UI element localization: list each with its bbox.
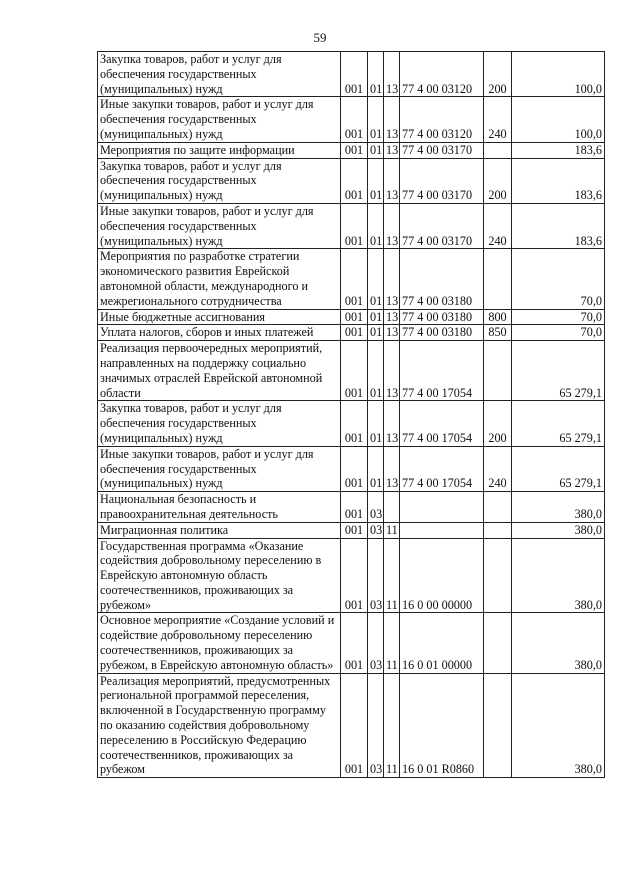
amount-value: 380,0 <box>512 613 605 673</box>
target-article-code: 77 4 00 03170 <box>400 158 484 203</box>
admin-code: 001 <box>341 309 368 325</box>
amount-value: 65 279,1 <box>512 341 605 401</box>
table-row <box>98 203 605 248</box>
amount-value: 100,0 <box>512 52 605 97</box>
admin-code: 001 <box>341 613 368 673</box>
row-name: Мероприятия по разработке стратегии экономического развития Еврейской автономной области, международного и межрегионального сотрудничества <box>98 249 341 309</box>
row-name: Уплата налогов, сборов и иных платежей <box>98 325 341 341</box>
admin-code: 001 <box>341 203 368 248</box>
table-row <box>98 401 605 446</box>
section-code: 01 <box>368 249 384 309</box>
target-article-code: 77 4 00 17054 <box>400 401 484 446</box>
table-row <box>98 538 605 613</box>
subsection-code: 11 <box>384 673 400 778</box>
subsection-code: 13 <box>384 203 400 248</box>
amount-value: 70,0 <box>512 325 605 341</box>
expense-type-code: 200 <box>484 158 512 203</box>
subsection-code: 13 <box>384 97 400 142</box>
section-code: 03 <box>368 492 384 523</box>
subsection-code: 13 <box>384 249 400 309</box>
section-code: 01 <box>368 325 384 341</box>
table-row <box>98 158 605 203</box>
expense-type-code <box>484 492 512 523</box>
section-code: 03 <box>368 538 384 613</box>
target-article-code: 77 4 00 03180 <box>400 309 484 325</box>
amount-value: 183,6 <box>512 142 605 158</box>
table-row <box>98 341 605 401</box>
table-row <box>98 97 605 142</box>
expense-type-code: 240 <box>484 203 512 248</box>
amount-value: 380,0 <box>512 538 605 613</box>
admin-code: 001 <box>341 97 368 142</box>
subsection-code: 13 <box>384 142 400 158</box>
amount-value: 65 279,1 <box>512 446 605 491</box>
admin-code: 001 <box>341 673 368 778</box>
row-name: Миграционная политика <box>98 522 341 538</box>
amount-value: 183,6 <box>512 158 605 203</box>
subsection-code: 13 <box>384 446 400 491</box>
row-name: Иные закупки товаров, работ и услуг для обеспечения государственных (муниципальных) нужд <box>98 446 341 491</box>
subsection-code: 11 <box>384 538 400 613</box>
target-article-code: 77 4 00 03120 <box>400 52 484 97</box>
row-name: Иные закупки товаров, работ и услуг для обеспечения государственных (муниципальных) нужд <box>98 97 341 142</box>
expense-type-code <box>484 341 512 401</box>
amount-value: 380,0 <box>512 673 605 778</box>
admin-code: 001 <box>341 492 368 523</box>
admin-code: 001 <box>341 401 368 446</box>
admin-code: 001 <box>341 446 368 491</box>
subsection-code: 13 <box>384 158 400 203</box>
expense-type-code <box>484 142 512 158</box>
section-code: 01 <box>368 97 384 142</box>
expense-type-code: 240 <box>484 97 512 142</box>
target-article-code: 16 0 00 00000 <box>400 538 484 613</box>
target-article-code: 16 0 01 R0860 <box>400 673 484 778</box>
section-code: 01 <box>368 203 384 248</box>
table-row <box>98 325 605 341</box>
subsection-code: 11 <box>384 522 400 538</box>
admin-code: 001 <box>341 158 368 203</box>
table-row <box>98 309 605 325</box>
table-row <box>98 446 605 491</box>
subsection-code: 13 <box>384 401 400 446</box>
row-name: Реализация мероприятий, предусмотренных региональной программой переселения, включенной в Государственную программу по оказанию содействия добровольному переселению в Российскую Федерацию соотечественников, проживающих за рубежом <box>98 673 341 778</box>
page-number: 59 <box>313 30 327 45</box>
row-name: Реализация первоочередных мероприятий, направленных на поддержку социально значимых отраслей Еврейской автономной области <box>98 341 341 401</box>
target-article-code: 77 4 00 17054 <box>400 341 484 401</box>
expense-type-code <box>484 249 512 309</box>
budget-table <box>97 51 605 778</box>
target-article-code <box>400 492 484 523</box>
table-row <box>98 142 605 158</box>
amount-value: 380,0 <box>512 522 605 538</box>
admin-code: 001 <box>341 522 368 538</box>
target-article-code: 77 4 00 03180 <box>400 325 484 341</box>
section-code: 01 <box>368 341 384 401</box>
subsection-code: 13 <box>384 309 400 325</box>
table-row <box>98 673 605 778</box>
row-name: Закупка товаров, работ и услуг для обеспечения государственных (муниципальных) нужд <box>98 401 341 446</box>
row-name: Основное мероприятие «Создание условий и содействие добровольному переселению соотечественников, проживающих за рубежом, в Еврейскую автономную область» <box>98 613 341 673</box>
amount-value: 100,0 <box>512 97 605 142</box>
section-code: 01 <box>368 446 384 491</box>
target-article-code: 77 4 00 03170 <box>400 203 484 248</box>
expense-type-code: 850 <box>484 325 512 341</box>
section-code: 03 <box>368 613 384 673</box>
section-code: 03 <box>368 522 384 538</box>
target-article-code: 16 0 01 00000 <box>400 613 484 673</box>
section-code: 01 <box>368 158 384 203</box>
expense-type-code <box>484 538 512 613</box>
row-name: Мероприятия по защите информации <box>98 142 341 158</box>
section-code: 01 <box>368 142 384 158</box>
admin-code: 001 <box>341 538 368 613</box>
amount-value: 65 279,1 <box>512 401 605 446</box>
expense-type-code <box>484 522 512 538</box>
admin-code: 001 <box>341 341 368 401</box>
table-row <box>98 249 605 309</box>
expense-type-code: 200 <box>484 52 512 97</box>
table-row <box>98 52 605 97</box>
admin-code: 001 <box>341 142 368 158</box>
section-code: 01 <box>368 52 384 97</box>
subsection-code: 13 <box>384 341 400 401</box>
expense-type-code <box>484 673 512 778</box>
target-article-code <box>400 522 484 538</box>
amount-value: 183,6 <box>512 203 605 248</box>
row-name: Иные закупки товаров, работ и услуг для обеспечения государственных (муниципальных) нужд <box>98 203 341 248</box>
table-row <box>98 522 605 538</box>
expense-type-code: 200 <box>484 401 512 446</box>
table-row <box>98 613 605 673</box>
admin-code: 001 <box>341 52 368 97</box>
row-name: Иные бюджетные ассигнования <box>98 309 341 325</box>
subsection-code <box>384 492 400 523</box>
expense-type-code: 800 <box>484 309 512 325</box>
row-name: Закупка товаров, работ и услуг для обеспечения государственных (муниципальных) нужд <box>98 52 341 97</box>
amount-value: 380,0 <box>512 492 605 523</box>
amount-value: 70,0 <box>512 309 605 325</box>
subsection-code: 13 <box>384 325 400 341</box>
row-name: Национальная безопасность и правоохранительная деятельность <box>98 492 341 523</box>
expense-type-code: 240 <box>484 446 512 491</box>
subsection-code: 13 <box>384 52 400 97</box>
section-code: 01 <box>368 401 384 446</box>
admin-code: 001 <box>341 325 368 341</box>
target-article-code: 77 4 00 17054 <box>400 446 484 491</box>
section-code: 01 <box>368 309 384 325</box>
target-article-code: 77 4 00 03180 <box>400 249 484 309</box>
amount-value: 70,0 <box>512 249 605 309</box>
admin-code: 001 <box>341 249 368 309</box>
target-article-code: 77 4 00 03120 <box>400 97 484 142</box>
table-row <box>98 492 605 523</box>
expense-type-code <box>484 613 512 673</box>
row-name: Государственная программа «Оказание содействия добровольному переселению в Еврейскую автономную область соотечественников, проживающих за рубежом» <box>98 538 341 613</box>
target-article-code: 77 4 00 03170 <box>400 142 484 158</box>
section-code: 03 <box>368 673 384 778</box>
table-body <box>98 52 605 778</box>
subsection-code: 11 <box>384 613 400 673</box>
row-name: Закупка товаров, работ и услуг для обеспечения государственных (муниципальных) нужд <box>98 158 341 203</box>
